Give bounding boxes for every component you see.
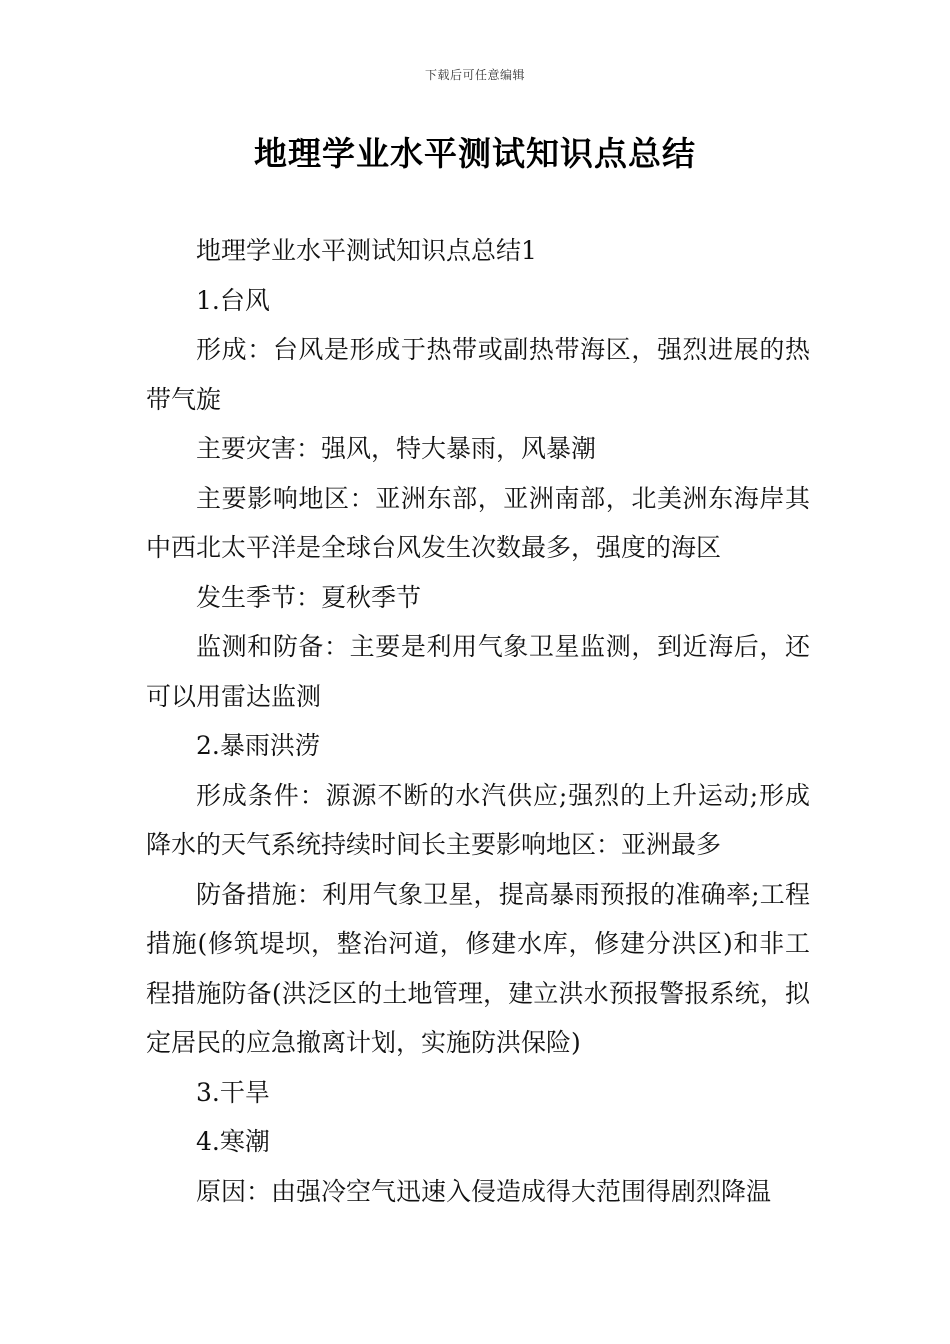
paragraph: 原因：由强冷空气迅速入侵造成得大范围得剧烈降温 bbox=[196, 1176, 772, 1206]
paragraph: 形成条件：源源不断的水汽供应;强烈的上升运动;形成降水的天气系统持续时间长主要影响地区：亚洲最多 bbox=[146, 780, 810, 859]
subheading-typhoon: 1.台风 bbox=[196, 285, 270, 315]
paragraph: 监测和防备：主要是利用气象卫星监测，到近海后，还可以用雷达监测 bbox=[146, 632, 810, 711]
subheading-rainstorm-flood: 2.暴雨洪涝 bbox=[196, 731, 320, 760]
paragraph: 主要影响地区：亚洲东部，亚洲南部，北美洲东海岸其中西北太平洋是全球台风发生次数最多，强度的海区 bbox=[146, 483, 810, 562]
document-body bbox=[146, 226, 810, 1216]
paragraph: 发生季节：夏秋季节 bbox=[196, 582, 422, 612]
subheading-cold-wave: 4.寒潮 bbox=[196, 1127, 270, 1156]
paragraph: 主要灾害：强风，特大暴雨，风暴潮 bbox=[196, 434, 597, 463]
section-heading: 地理学业水平测试知识点总结1 bbox=[196, 236, 537, 265]
paragraph: 防备措施：利用气象卫星，提高暴雨预报的准确率;工程措施(修筑堤坝，整治河道，修建水库，修建分洪区)和非工程措施防备(洪泛区的土地管理，建立洪水预报警报系统，拟定居民的应急撤离计划，实施防洪保险) bbox=[146, 879, 810, 1057]
document-title: 地理学业水平测试知识点总结 bbox=[254, 134, 696, 173]
paragraph: 形成：台风是形成于热带或副热带海区，强烈进展的热带气旋 bbox=[146, 335, 810, 414]
subheading-drought: 3.干旱 bbox=[196, 1077, 270, 1107]
header-note: 下载后可任意编辑 bbox=[424, 68, 525, 82]
